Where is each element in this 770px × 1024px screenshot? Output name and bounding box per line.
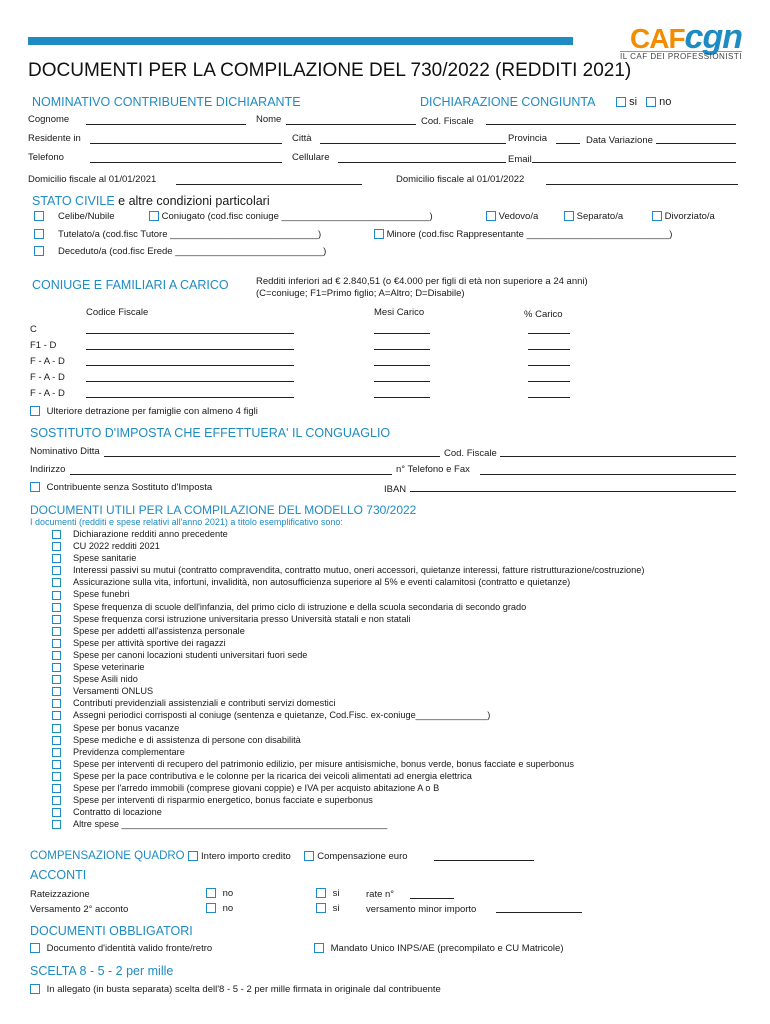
familiare-cf-field[interactable] [86,333,294,334]
label-mandato-unico: Mandato Unico INPS/AE (precompilato e CU Matricole) [330,943,564,954]
col-mesi-carico: Mesi Carico [374,307,425,318]
nominativo-ditta-field[interactable] [104,456,440,457]
domicilio-2021-field[interactable] [176,184,362,185]
cognome-field[interactable] [86,124,246,125]
label-coniugato: Coniugato (cod.fisc coniuge ____________________________) [161,211,433,222]
documento-label: Spese per canoni locazioni studenti universitari fuori sede [73,649,308,660]
provincia-field[interactable] [556,143,580,144]
familiare-perc-field[interactable] [528,333,570,334]
documento-checkbox[interactable] [52,711,61,720]
documento-item [52,576,644,588]
documento-label: Spese per bonus vacanze [73,722,180,733]
documento-label: Contributi previdenziali assistenziali e contributi servizi domestici [73,698,336,709]
documento-checkbox[interactable] [52,615,61,624]
documento-checkbox[interactable] [52,760,61,769]
rateizzazione-no-checkbox[interactable] [206,888,216,898]
documento-item [52,685,644,697]
documento-checkbox[interactable] [52,591,61,600]
deceduto-checkbox[interactable] [34,246,44,256]
senza-sostituto-checkbox[interactable] [30,482,40,492]
col-perc-carico: % Carico [524,309,563,320]
label-documento-identita: Documento d'identità valido fronte/retro [46,943,213,954]
documento-checkbox[interactable] [52,651,61,660]
documento-label: Contratto di locazione [73,807,162,818]
label-rateizzazione-no: no [222,888,234,899]
label-rate: rate n° [366,889,395,900]
documento-checkbox[interactable] [52,627,61,636]
label-versamento-si: si [332,903,340,914]
familiare-cf-field[interactable] [86,365,294,366]
indirizzo-field[interactable] [70,474,392,475]
header-bar [28,37,573,45]
documento-label: Dichiarazione redditi anno precedente [73,529,228,539]
email-field[interactable] [532,162,736,163]
documenti-list [52,528,644,830]
documento-label: Previdenza complementare [73,746,185,757]
section-acconti: ACCONTI [30,868,87,882]
documento-checkbox[interactable] [52,772,61,781]
label-ulteriore-detrazione: Ulteriore detrazione per famiglie con almeno 4 figli [46,406,258,417]
documento-label: Altre spese ____________________________________________________ [73,819,388,830]
documento-label: Spese funebri [73,589,130,600]
documento-item [52,709,644,721]
familiare-cf-field[interactable] [86,349,294,350]
documento-item [52,601,644,613]
ulteriore-detrazione-checkbox[interactable] [30,406,40,416]
label-tutelato: Tutelato/a (cod.fisc Tutore ____________________________) [58,229,322,240]
documento-item [52,722,644,734]
cod-fiscale-field[interactable] [486,124,736,125]
documento-item [52,540,644,552]
documento-checkbox[interactable] [52,784,61,793]
label-domicilio-2021: Domicilio fiscale al 01/01/2021 [28,174,157,185]
documento-item [52,806,644,818]
mandato-unico-checkbox[interactable] [314,943,324,953]
label-divorziato: Divorziato/a [664,211,715,222]
citta-field[interactable] [320,143,506,144]
intero-importo-checkbox[interactable] [188,851,198,861]
familiare-perc-field[interactable] [528,381,570,382]
documento-identita-checkbox[interactable] [30,943,40,953]
section-sostituto: SOSTITUTO D'IMPOSTA CHE EFFETTUERA' IL CONGUAGLIO [30,426,391,440]
section-scelta: SCELTA 8 - 5 - 2 per mille [30,964,174,978]
familiare-row-label: C [30,324,37,335]
documento-item [52,625,644,637]
telefono-field[interactable] [90,162,282,163]
label-intero-importo: Intero importo credito [201,851,291,862]
familiare-perc-field[interactable] [528,397,570,398]
label-deceduto: Deceduto/a (cod.fisc Erede ____________________________) [58,246,327,257]
label-si: si [629,96,638,108]
documento-label: Versamenti ONLUS [73,686,154,697]
familiare-row-label: F - A - D [30,372,65,383]
label-nominativo-ditta: Nominativo Ditta [30,446,100,457]
documento-item [52,552,644,564]
documento-checkbox[interactable] [52,542,61,551]
documento-label: Spese mediche e di assistenza di persone con disabilità [73,734,301,745]
label-cod-fiscale: Cod. Fiscale [421,116,474,127]
compensazione-euro-checkbox[interactable] [304,851,314,861]
familiare-perc-field[interactable] [528,365,570,366]
documento-item [52,734,644,746]
documento-checkbox[interactable] [52,724,61,733]
documento-item [52,770,644,782]
documento-checkbox[interactable] [52,578,61,587]
separato-checkbox[interactable] [564,211,574,221]
label-data-variazione: Data Variazione [586,135,653,146]
familiari-note1: Redditi inferiori ad € 2.840,51 (o €4.000 per figli di età non superiore a 24 anni) [256,276,588,287]
label-domicilio-2022: Domicilio fiscale al 01/01/2022 [396,174,525,185]
documento-item [52,637,644,649]
compensazione-row: COMPENSAZIONE QUADRO Intero importo credito Compensazione euro [30,850,408,862]
label-sostituto-cf: Cod. Fiscale [444,448,497,459]
documento-item [52,588,644,600]
domicilio-2022-field[interactable] [546,184,738,185]
documento-checkbox[interactable] [52,699,61,708]
documento-label: CU 2022 redditi 2021 [73,541,160,552]
documento-checkbox[interactable] [52,675,61,684]
documento-item [52,673,644,685]
documento-checkbox[interactable] [52,736,61,745]
documento-item [52,613,644,625]
minore-checkbox[interactable] [374,229,384,239]
familiare-mesi-field[interactable] [374,333,430,334]
label-scelta-allegato: In allegato (in busta separata) scelta dell'8 - 5 - 2 per mille firmata in originale dal contribuente [46,984,441,995]
minor-importo-field[interactable] [496,912,582,913]
label-vedovo: Vedovo/a [498,211,539,222]
vedovo-checkbox[interactable] [486,211,496,221]
documento-checkbox[interactable] [52,639,61,648]
documento-label: Spese per interventi di recupero del patrimonio edilizio, per misure antisismiche, bonus verde, bonus facciate e superbonus [73,758,574,769]
documento-label: Spese Asili nido [73,674,138,685]
residente-field[interactable] [90,143,282,144]
label-compensazione-euro: Compensazione euro [317,851,408,862]
celibe-checkbox[interactable] [34,211,44,221]
familiare-row-label: F1 - D [30,340,57,351]
documento-label: Assegni periodici corrisposti al coniuge (sentenza e quietanze, Cod.Fisc. ex-coniuge______________) [73,710,491,721]
familiare-mesi-field[interactable] [374,349,430,350]
documento-item [52,746,644,758]
label-senza-sostituto: Contribuente senza Sostituto d'Imposta [46,482,213,493]
documento-item [52,794,644,806]
label-versamento-no: no [222,903,234,914]
documento-item [52,697,644,709]
documento-label: Assicurazione sulla vita, infortuni, invalidità, non autosufficienza superiore al 5% e eventi calamitosi (contratto e quietanze) [73,577,571,588]
compensazione-euro-field[interactable] [434,860,534,861]
cellulare-field[interactable] [338,162,506,163]
documento-checkbox[interactable] [52,603,61,612]
documento-item [52,564,644,576]
label-cognome: Cognome [28,114,70,125]
familiare-cf-field[interactable] [86,381,294,382]
label-provincia: Provincia [508,133,548,144]
label-citta: Città [292,133,312,144]
documento-item [52,528,644,540]
label-cellulare: Cellulare [292,152,330,163]
documento-item [52,782,644,794]
label-minor-importo: versamento minor importo [366,904,477,915]
label-minore: Minore (cod.fisc Rappresentante ___________________________) [386,229,673,240]
versamento-si-checkbox[interactable] [316,903,326,913]
congiunta-no-checkbox[interactable] [646,97,656,107]
documento-checkbox[interactable] [52,554,61,563]
documento-checkbox[interactable] [52,663,61,672]
documento-item [52,818,644,830]
documento-item [52,758,644,770]
rate-field[interactable] [410,898,454,899]
documento-checkbox[interactable] [52,820,61,829]
familiare-row-label: F - A - D [30,388,65,399]
sostituto-cf-field[interactable] [500,456,736,457]
col-codice-fiscale: Codice Fiscale [86,307,149,318]
familiare-mesi-field[interactable] [374,381,430,382]
label-no: no [659,96,672,108]
scelta-allegato-checkbox[interactable] [30,984,40,994]
documento-label: Spese veterinarie [73,662,145,673]
telefono-fax-field[interactable] [480,474,736,475]
label-residente: Residente in [28,133,81,144]
familiare-row-label: F - A - D [30,356,65,367]
documento-checkbox[interactable] [52,808,61,817]
documento-label: Spese per interventi di risparmio energetico, bonus facciate e superbonus [73,795,373,806]
documento-label: Spese sanitarie [73,553,137,564]
label-congiunta: DICHIARAZIONE CONGIUNTA [420,95,596,109]
label-separato: Separato/a [576,211,624,222]
familiare-perc-field[interactable] [528,349,570,350]
label-rateizzazione-si: si [332,888,340,899]
iban-field[interactable] [410,491,736,492]
documento-label: Interessi passivi su mutui (contratto compravendita, contratto mutuo, oneri accessori, quietanze interessi, fatture ristrutturazione/costruzione) [73,565,645,576]
documento-label: Spese per attività sportive dei ragazzi [73,637,226,648]
label-indirizzo: Indirizzo [30,464,66,475]
label-versamento: Versamento 2° acconto [30,904,129,915]
documento-item [52,649,644,661]
documento-label: Spese per addetti all'assistenza personale [73,625,245,636]
label-telefono: Telefono [28,152,64,163]
documento-checkbox[interactable] [52,748,61,757]
section-stato-civile: STATO CIVILE e altre condizioni particolari [32,194,270,208]
documento-label: Spese frequenza di scuole dell'infanzia, del primo ciclo di istruzione e della scuola secondaria di secondo grado [73,601,527,612]
documento-item [52,661,644,673]
section-familiari: CONIUGE E FAMILIARI A CARICO [32,278,229,292]
divorziato-checkbox[interactable] [652,211,662,221]
versamento-no-checkbox[interactable] [206,903,216,913]
cafcgn-logo: CAFcgn IL CAF DEI PROFESSIONISTI [620,18,742,61]
coniugato-checkbox[interactable] [149,211,159,221]
section-contribuente: NOMINATIVO CONTRIBUENTE DICHIARANTE [32,95,301,109]
page-title: DOCUMENTI PER LA COMPILAZIONE DEL 730/2022 (REDDITI 2021) [28,60,632,81]
section-documenti-utili: DOCUMENTI UTILI PER LA COMPILAZIONE DEL MODELLO 730/2022 [30,503,417,517]
label-rateizzazione: Rateizzazione [30,889,90,900]
documento-checkbox[interactable] [52,687,61,696]
rateizzazione-si-checkbox[interactable] [316,888,326,898]
nome-field[interactable] [286,124,416,125]
familiare-mesi-field[interactable] [374,397,430,398]
label-email: Email [508,154,532,165]
data-variazione-field[interactable] [656,143,736,144]
tutelato-checkbox[interactable] [34,229,44,239]
label-celibe: Celibe/Nubile [58,211,115,222]
documenti-intro: I documenti (redditi e spese relativi all'anno 2021) a titolo esemplificativo sono: [30,517,343,527]
documento-label: Spese frequenza corsi istruzione universitaria presso Università statali e non statali [73,613,411,624]
congiunta-si-checkbox[interactable] [616,97,626,107]
documento-checkbox[interactable] [52,566,61,575]
familiari-note2: (C=coniuge; F1=Primo figlio; A=Altro; D=Disabile) [256,288,465,299]
familiare-mesi-field[interactable] [374,365,430,366]
section-obbligatori: DOCUMENTI OBBLIGATORI [30,924,193,938]
label-iban: IBAN [384,484,407,495]
label-nome: Nome [256,114,282,125]
documento-label: Spese per la pace contributiva e le colonne per la ricarica dei veicoli alimentati ad energia elettrica [73,770,472,781]
label-telefono-fax: n° Telefono e Fax [396,464,470,475]
documento-label: Spese per l'arredo immobili (comprese giovani coppie) e IVA per acquisto abitazione A o B [73,782,440,793]
familiare-cf-field[interactable] [86,397,294,398]
documento-checkbox[interactable] [52,530,61,539]
documento-checkbox[interactable] [52,796,61,805]
